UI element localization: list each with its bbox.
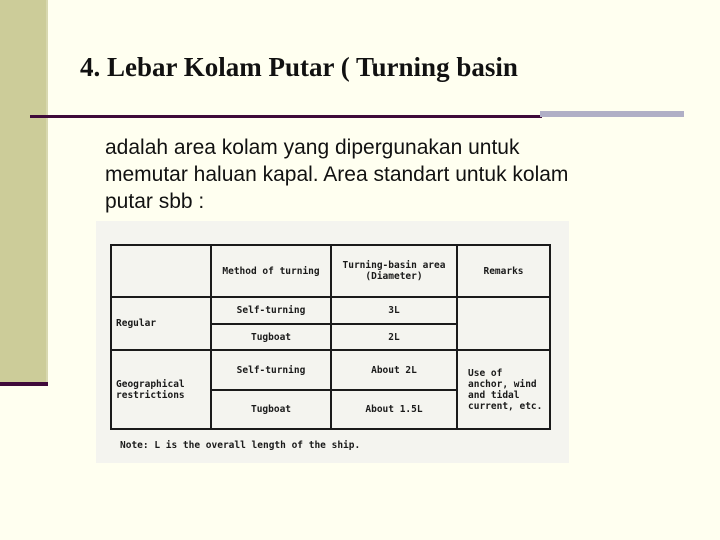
table-row: [111, 350, 550, 389]
remarks-cell: Use of anchor, wind and tidal current, etc.: [457, 350, 550, 429]
method-cell: Self-turning: [211, 297, 331, 324]
table-row: [111, 297, 550, 324]
group-geographical-restrictions: Geographical restrictions: [111, 350, 211, 429]
method-cell: Tugboat: [211, 324, 331, 351]
table-header-remarks: Remarks: [457, 245, 550, 297]
area-cell: About 1.5L: [331, 390, 457, 429]
title-divider: [30, 115, 542, 118]
table-header-method: Method of turning: [211, 245, 331, 297]
slide-title: 4. Lebar Kolam Putar ( Turning basin: [80, 52, 518, 82]
area-cell: 3L: [331, 297, 457, 324]
method-cell: Self-turning: [211, 350, 331, 389]
left-side-band: [0, 0, 46, 382]
table-header-cell-empty: [111, 245, 211, 297]
remarks-cell-empty: [457, 297, 550, 350]
slide-body-text: adalah area kolam yang dipergunakan untuk memutar haluan kapal. Area standart untuk kolam putar sbb :: [105, 136, 569, 213]
group-regular: Regular: [111, 297, 211, 350]
table-header-area: Turning-basin area (Diameter): [331, 245, 457, 297]
title-divider-accent: [540, 111, 684, 117]
left-band-underline: [0, 382, 48, 386]
left-band-edge: [46, 0, 48, 382]
method-cell: Tugboat: [211, 390, 331, 429]
table-header-row: [111, 245, 550, 297]
area-cell: About 2L: [331, 350, 457, 389]
table-note: Note: L is the overall length of the ship.: [120, 440, 361, 451]
area-cell: 2L: [331, 324, 457, 351]
turning-basin-table: [110, 244, 551, 430]
